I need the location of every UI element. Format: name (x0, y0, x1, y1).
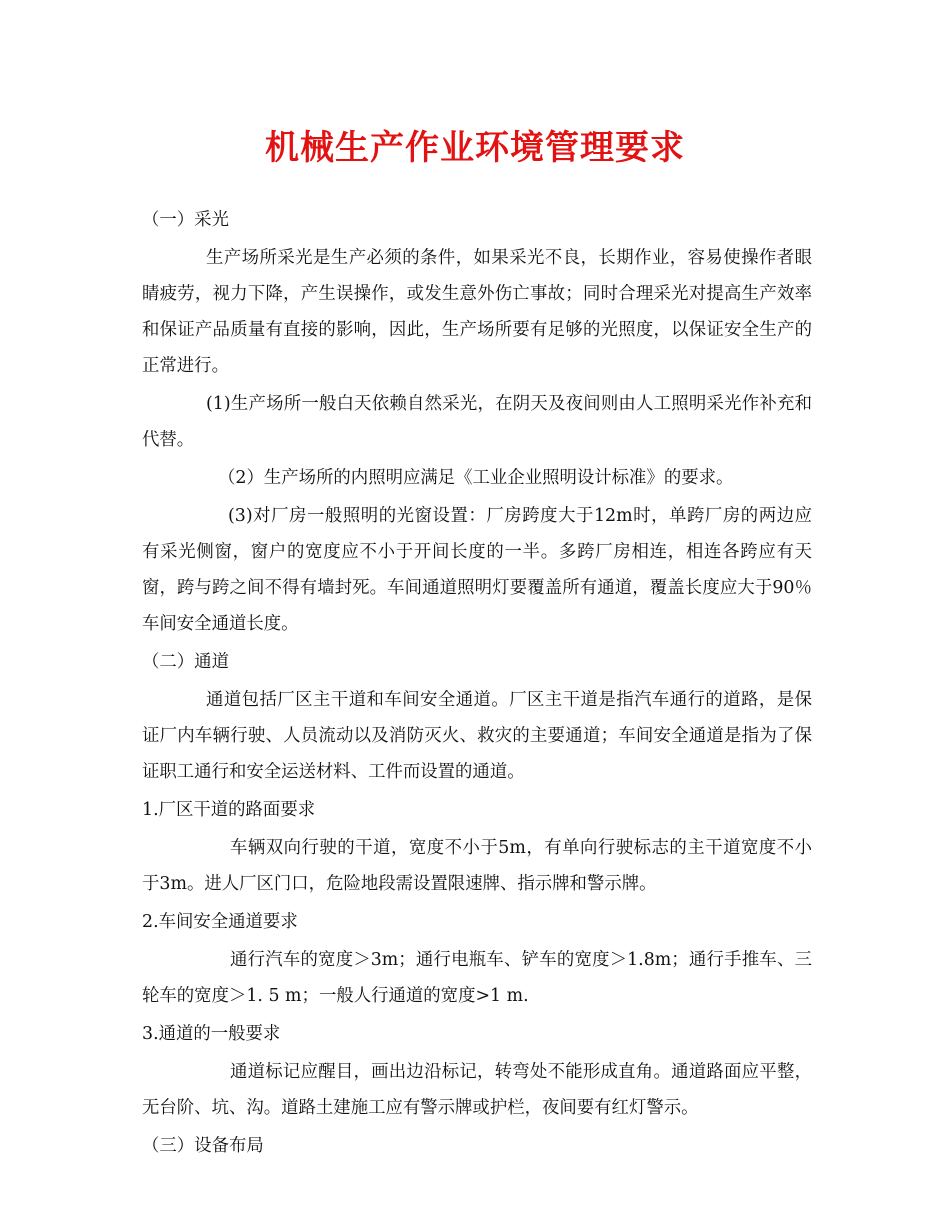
paragraph-lighting-item-3: (3)对厂房一般照明的光窗设置：厂房跨度大于12m时，单跨厂房的两边应有采光侧窗，窗户的宽度应不小于开间长度的一半。多跨厂房相连，相连各跨应有天窗，跨与跨之间不得有墙封死。车间通道照明灯要覆盖所有通道，覆盖长度应大于90％车间安全通道长度。 (142, 506, 812, 634)
document-body (142, 202, 812, 1164)
section-heading-passage: （二）通道 (142, 652, 229, 672)
subheading-workshop-passage: 2.车间安全通道要求 (142, 912, 298, 932)
subheading-road-surface: 1.厂区干道的路面要求 (142, 800, 316, 820)
subheading-general-requirements: 3.通道的一般要求 (142, 1024, 281, 1044)
paragraph-workshop-passage: 通行汽车的宽度＞3m；通行电瓶车、铲车的宽度＞1.8m；通行手推车、三轮车的宽度＞1. 5 m；一般人行通道的宽度>1 m. (142, 950, 812, 1006)
section-heading-lighting: （一）采光 (142, 210, 229, 230)
paragraph-road-surface: 车辆双向行驶的干道，宽度不小于5m，有单向行驶标志的主干道宽度不小于3m。进人厂区门口，危险地段需设置限速牌、指示牌和警示牌。 (142, 838, 812, 894)
document-title: 机械生产作业环境管理要求 (265, 128, 685, 168)
paragraph-lighting-item-1: (1)生产场所一般白天依赖自然采光，在阴天及夜间则由人工照明采光作补充和代替。 (142, 394, 812, 450)
section-heading-equipment-layout: （三）设备布局 (142, 1136, 264, 1156)
paragraph-lighting-intro: 生产场所采光是生产必须的条件，如果采光不良，长期作业，容易使操作者眼睛疲劳，视力下降，产生误操作，或发生意外伤亡事故；同时合理采光对提高生产效率和保证产品质量有直接的影响，因此，生产场所要有足够的光照度，以保证安全生产的正常进行。 (142, 248, 812, 376)
paragraph-general-requirements: 通道标记应醒目，画出边沿标记，转弯处不能形成直角。通道路面应平整，无台阶、坑、沟。道路土建施工应有警示牌或护栏，夜间要有红灯警示。 (142, 1062, 812, 1118)
paragraph-passage-intro: 通道包括厂区主干道和车间安全通道。厂区主干道是指汽车通行的道路，是保证厂内车辆行驶、人员流动以及消防灭火、救灾的主要通道；车间安全通道是指为了保证职工通行和安全运送材料、工件而设置的通道。 (142, 690, 812, 782)
paragraph-lighting-item-2: （2）生产场所的内照明应满足《工业企业照明设计标准》的要求。 (218, 468, 734, 488)
